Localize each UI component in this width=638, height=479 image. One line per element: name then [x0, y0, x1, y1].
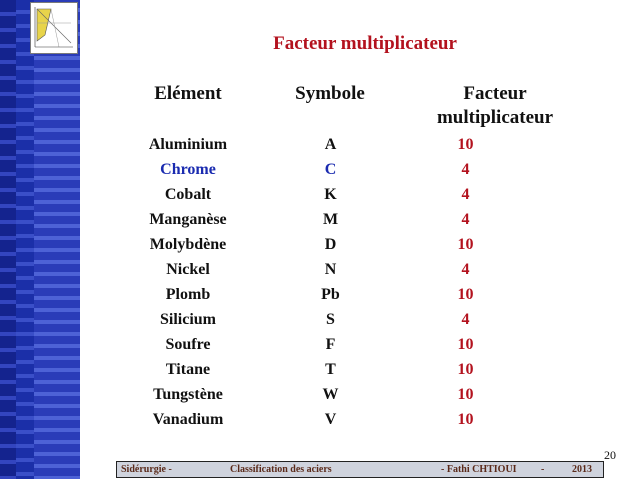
column-header-element: Elément	[154, 83, 222, 104]
symbol-cell: S	[326, 311, 335, 328]
table-row	[138, 157, 508, 182]
table-row	[138, 257, 508, 282]
element-cell: Plomb	[165, 286, 211, 303]
table-row	[138, 282, 508, 307]
factor-cell: 4	[461, 211, 470, 228]
table-row	[138, 332, 508, 357]
element-cell: Aluminium	[148, 136, 228, 153]
element-cell: Nickel	[166, 261, 210, 278]
element-cell: Silicium	[159, 311, 216, 328]
table-row	[138, 407, 508, 432]
phase-diagram-thumbnail-icon	[30, 2, 78, 54]
element-cell: Soufre	[165, 336, 211, 353]
left-band-stripe	[34, 0, 80, 479]
factor-cell: 10	[457, 236, 474, 253]
factor-cell: 4	[461, 161, 470, 178]
table-row	[138, 357, 508, 382]
table-row	[138, 232, 508, 257]
symbol-cell: N	[324, 261, 337, 278]
slide-title: Facteur multiplicateur	[273, 33, 457, 54]
element-cell: Tungstène	[153, 386, 223, 403]
footer-separator: -	[541, 464, 545, 475]
table-row	[138, 307, 508, 332]
column-header-symbole: Symbole	[295, 83, 365, 104]
element-cell: Molybdène	[149, 236, 227, 253]
symbol-cell: C	[324, 161, 337, 178]
factor-cell: 4	[461, 261, 470, 278]
element-cell: Cobalt	[164, 186, 212, 203]
left-band-stripe	[0, 0, 16, 479]
factor-cell: 4	[461, 186, 470, 203]
left-decorative-band	[0, 0, 80, 479]
factor-cell: 10	[457, 286, 474, 303]
column-header-facteur-line1: Facteur	[463, 83, 527, 104]
symbol-cell: W	[322, 386, 339, 403]
table-row	[138, 382, 508, 407]
symbol-cell: K	[324, 186, 337, 203]
element-cell: Manganèse	[149, 211, 227, 228]
factor-cell: 4	[461, 311, 470, 328]
footer-chapter: Classification des aciers	[230, 464, 332, 475]
footer-course: Sidérurgie -	[121, 464, 172, 475]
factor-cell: 10	[457, 386, 474, 403]
symbol-cell: A	[324, 136, 337, 153]
symbol-cell: M	[322, 211, 339, 228]
element-cell: Vanadium	[152, 411, 224, 428]
symbol-cell: V	[324, 411, 337, 428]
footer-year: 2013	[572, 464, 592, 475]
table-row	[138, 207, 508, 232]
column-header-facteur-line2: multiplicateur	[436, 107, 554, 128]
factor-cell: 10	[457, 411, 474, 428]
footer-author: - Fathi CHTIOUI	[441, 464, 517, 475]
table-row	[138, 182, 508, 207]
symbol-cell: F	[325, 336, 336, 353]
symbol-cell: T	[325, 361, 336, 378]
table-row	[138, 132, 508, 157]
footer-bar	[116, 461, 604, 478]
column-header-facteur	[410, 82, 580, 130]
factor-cell: 10	[457, 336, 474, 353]
factor-cell: 10	[457, 361, 474, 378]
element-factor-table	[138, 132, 508, 432]
element-cell: Chrome	[160, 161, 216, 178]
symbol-cell: Pb	[321, 286, 340, 303]
factor-cell: 10	[457, 136, 474, 153]
page-number: 20	[604, 448, 616, 462]
symbol-cell: D	[324, 236, 337, 253]
element-cell: Titane	[165, 361, 211, 378]
